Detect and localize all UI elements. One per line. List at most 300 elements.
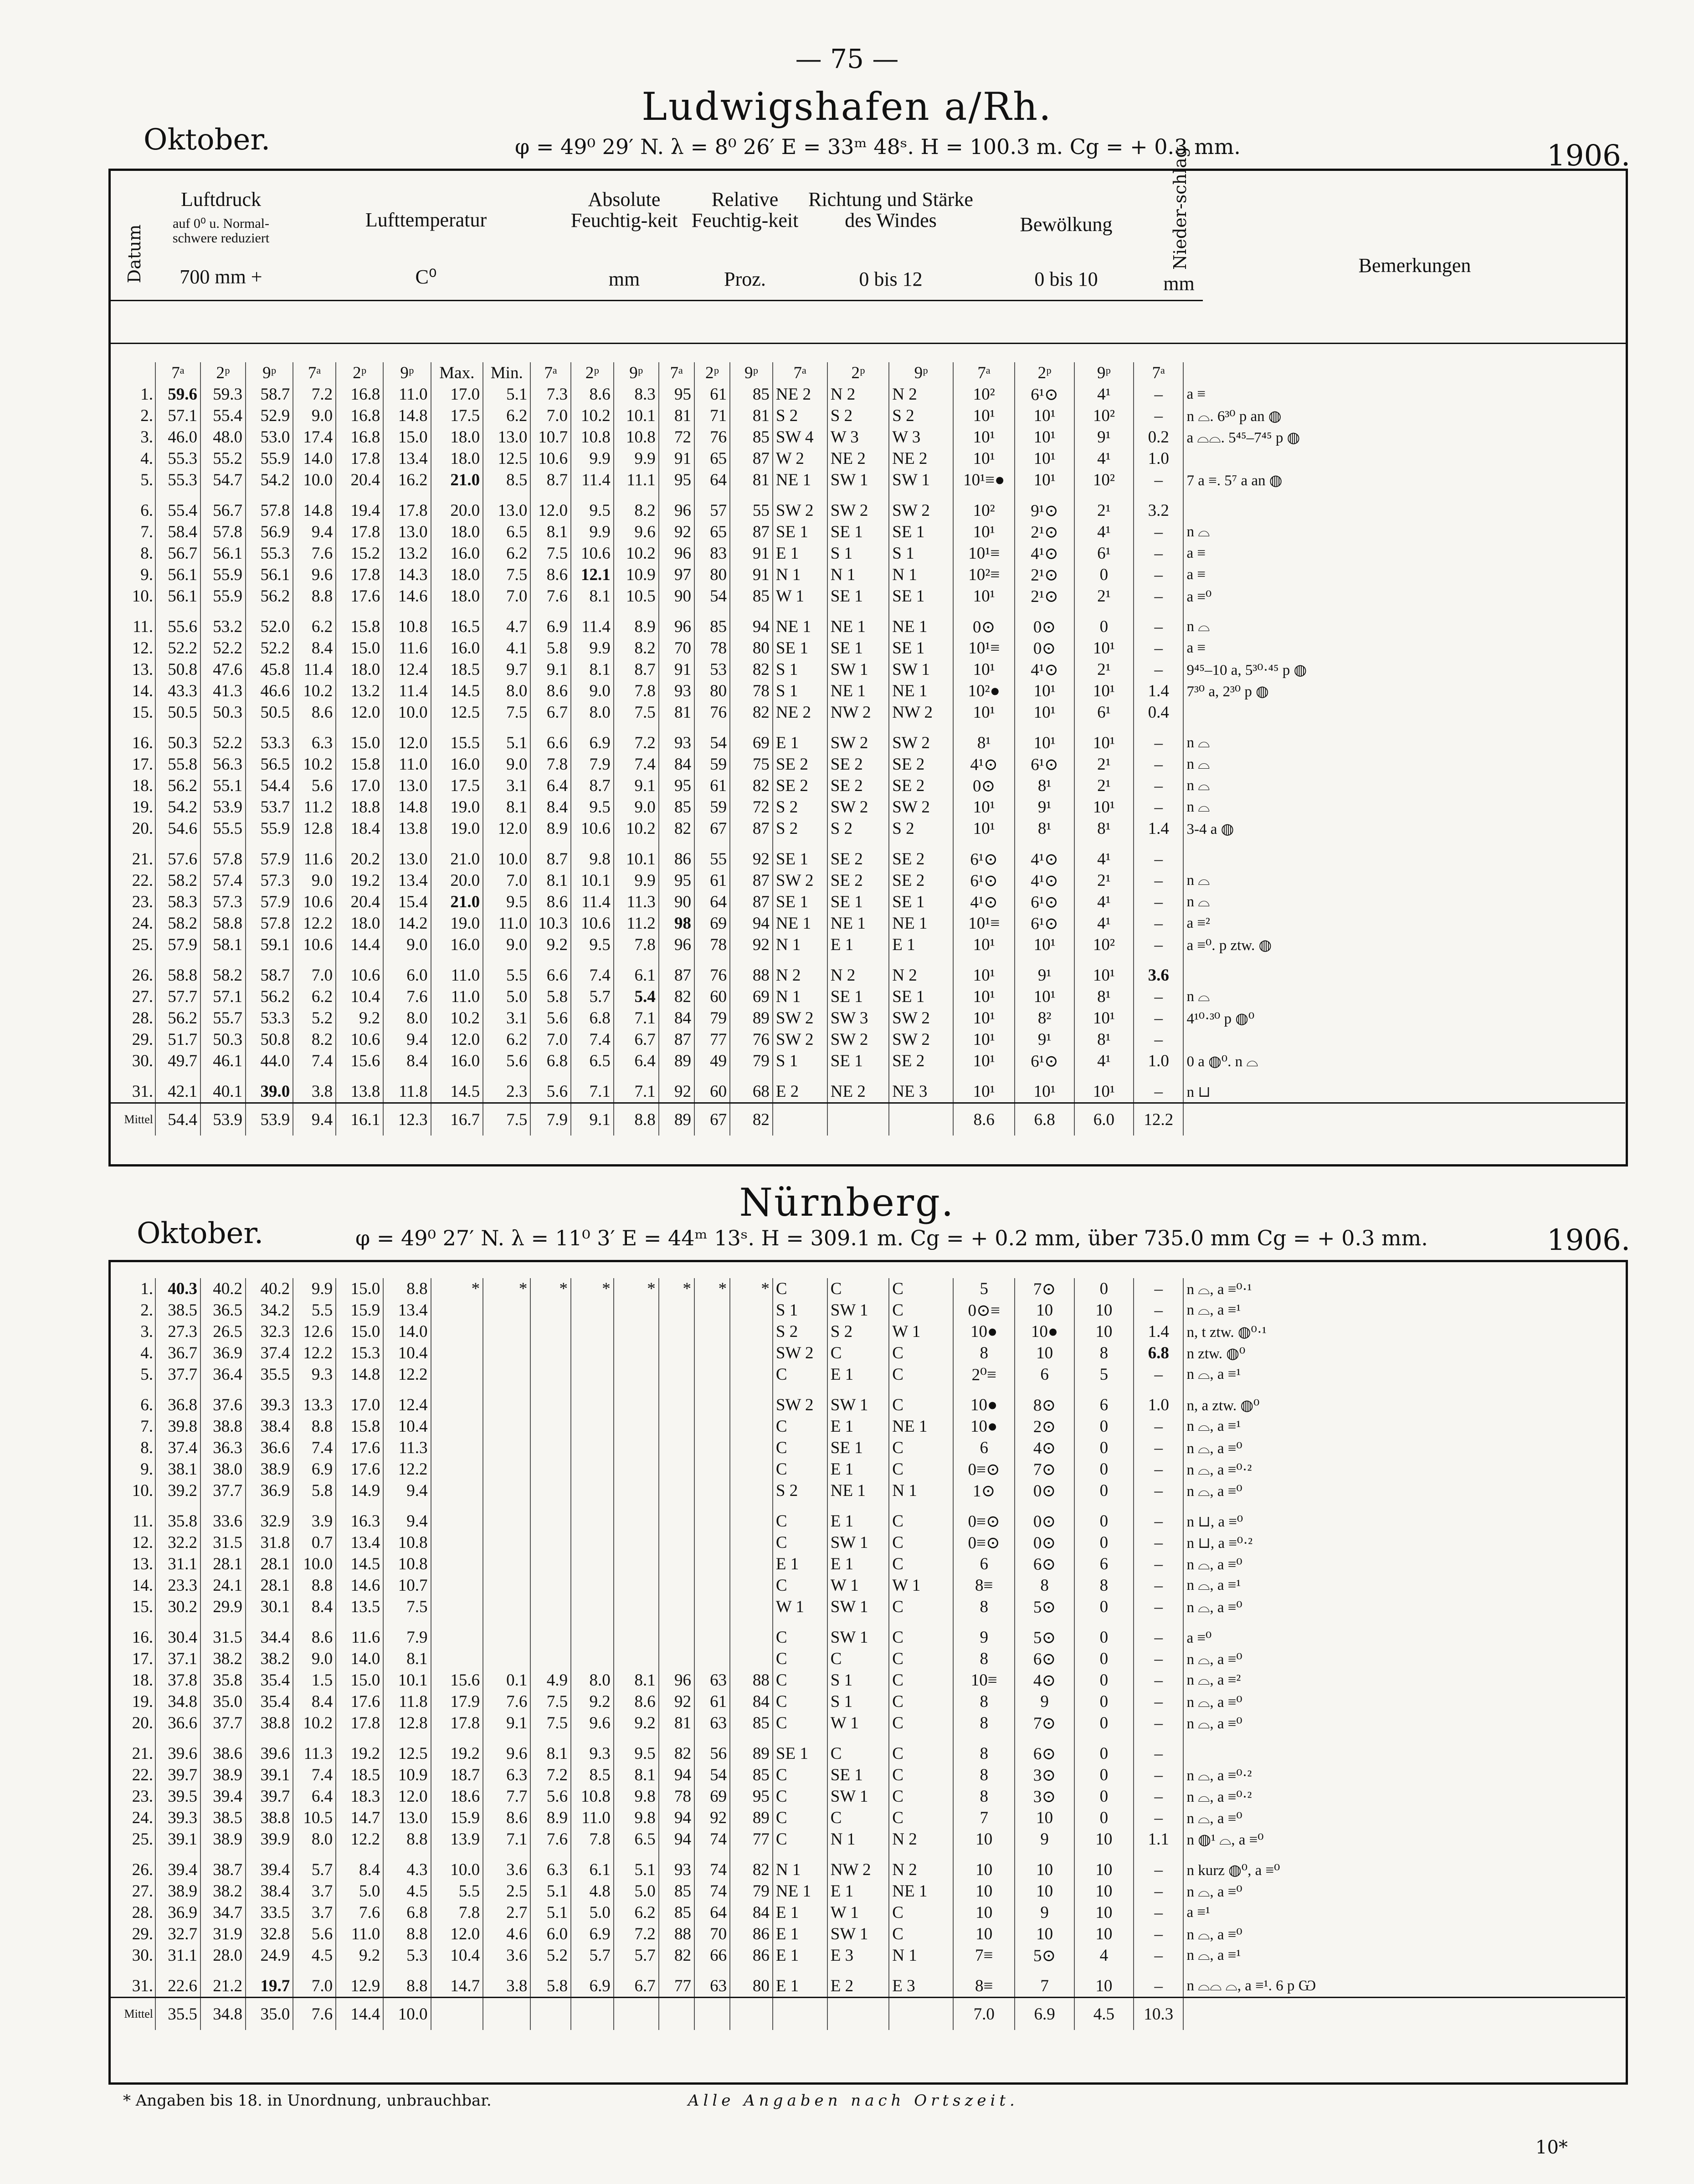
table-cell: 7 xyxy=(1015,1966,1074,1998)
table-cell: C xyxy=(773,1618,827,1648)
table-cell: 29.9 xyxy=(200,1596,246,1618)
table-cell: 45.8 xyxy=(246,659,293,680)
table-cell xyxy=(571,1459,614,1480)
table-cell: 8.1 xyxy=(571,586,614,607)
table-cell: 2¹ xyxy=(1074,754,1134,775)
table-row xyxy=(110,1532,1625,1553)
table-cell: SW 2 xyxy=(889,797,953,818)
table-cell: 22.6 xyxy=(155,1966,200,1998)
table-cell: 21.2 xyxy=(200,1966,246,1998)
table-row xyxy=(110,680,1625,702)
table-cell: 80 xyxy=(730,1966,773,1998)
time-header-cell xyxy=(110,362,155,384)
table-cell: SW 1 xyxy=(827,1923,889,1945)
table-cell: 10¹ xyxy=(1015,448,1074,469)
table-cell: 55.2 xyxy=(200,448,246,469)
table-cell: 38.9 xyxy=(246,1459,293,1480)
table-cell: 12.2 xyxy=(293,1342,336,1364)
date-cell: 2. xyxy=(140,1301,154,1320)
table-cell: 9.0 xyxy=(293,405,336,427)
table-cell: 10²≡ xyxy=(953,564,1015,586)
table-cell: 8.1 xyxy=(571,659,614,680)
table-cell: 10.6 xyxy=(571,818,614,839)
table-cell: 5.6 xyxy=(530,1007,571,1029)
date-cell: 31. xyxy=(132,1082,154,1101)
table-cell: 87 xyxy=(659,1029,694,1050)
table-cell: C xyxy=(827,1342,889,1364)
table-cell: N 1 xyxy=(889,564,953,586)
table-cell: 10.1 xyxy=(614,839,659,870)
table-cell: 38.5 xyxy=(200,1807,246,1829)
table-cell: C xyxy=(773,1786,827,1807)
table-cell: 67 xyxy=(694,818,730,839)
table-cell: 6.9 xyxy=(571,723,614,754)
remark-cell: n ⊔ xyxy=(1183,1072,1625,1103)
table-cell: SW 1 xyxy=(827,1786,889,1807)
table-cell: 55.3 xyxy=(155,469,200,491)
table-cell: 1.4 xyxy=(1134,680,1183,702)
table-cell: 49 xyxy=(694,1050,730,1072)
header-temp-unit: C⁰ xyxy=(415,266,437,288)
table-cell: 6.7 xyxy=(530,702,571,723)
table-cell: 38.0 xyxy=(200,1459,246,1480)
table-cell: 12.4 xyxy=(383,1385,431,1416)
table-cell: 39.4 xyxy=(246,1850,293,1881)
table-cell: 6.9 xyxy=(293,1459,336,1480)
table-cell: 28.1 xyxy=(246,1553,293,1575)
table-cell: 10.8 xyxy=(571,1786,614,1807)
table-cell: 8.4 xyxy=(293,1596,336,1618)
table-cell: 35.4 xyxy=(246,1670,293,1691)
table-cell: 3.7 xyxy=(293,1902,336,1923)
table-cell: 13.4 xyxy=(383,1300,431,1321)
table-cell: N 2 xyxy=(889,1850,953,1881)
table-cell xyxy=(659,1532,694,1553)
date-cell: 17. xyxy=(132,1650,154,1668)
table-cell: 85 xyxy=(659,797,694,818)
table-cell: 5.8 xyxy=(530,637,571,659)
table-cell: 95 xyxy=(730,1786,773,1807)
date-cell: 11. xyxy=(133,1512,154,1531)
table-cell: W 1 xyxy=(827,1575,889,1596)
table-cell: 77 xyxy=(694,1029,730,1050)
table-cell: 9.8 xyxy=(614,1786,659,1807)
table-cell: 69 xyxy=(730,723,773,754)
table-cell: 10.6 xyxy=(530,448,571,469)
table-cell: 13.4 xyxy=(383,870,431,891)
table-cell: N 2 xyxy=(827,956,889,986)
table-cell: 40.1 xyxy=(200,1072,246,1103)
table-cell: S 1 xyxy=(773,659,827,680)
table-cell: 16.3 xyxy=(336,1501,383,1532)
table-cell: 5.7 xyxy=(571,986,614,1007)
table-cell: 10²● xyxy=(953,680,1015,702)
table-cell: 36.9 xyxy=(246,1480,293,1501)
table-cell xyxy=(483,1480,530,1501)
table-cell: E 1 xyxy=(773,723,827,754)
table-cell xyxy=(530,1998,571,2030)
table-cell: NE 1 xyxy=(773,913,827,934)
date-cell: 10. xyxy=(132,1481,154,1500)
table-row xyxy=(110,986,1625,1007)
table-cell: 0 xyxy=(1074,1532,1134,1553)
table-cell xyxy=(483,1648,530,1670)
table-cell: 16.8 xyxy=(336,427,383,448)
page-number: — 75 — xyxy=(795,43,899,74)
monthly-mean-row xyxy=(110,1103,1625,1136)
date-cell: 20. xyxy=(132,819,154,838)
table-cell: 15.4 xyxy=(383,891,431,913)
remark-cell: n ⌓, a ≡¹ xyxy=(1183,1364,1625,1385)
remark-cell: a ≡¹ xyxy=(1183,1902,1625,1923)
table-cell: 10.8 xyxy=(571,427,614,448)
table-cell: 39.7 xyxy=(155,1764,200,1786)
table-cell: E 1 xyxy=(773,1966,827,1998)
table-cell: 12.2 xyxy=(383,1459,431,1480)
nuernberg-data-table xyxy=(110,1278,1625,2030)
table-cell: 74 xyxy=(694,1881,730,1902)
table-cell: 8.5 xyxy=(483,469,530,491)
table-cell: 5.0 xyxy=(571,1902,614,1923)
table-cell: C xyxy=(889,1691,953,1712)
table-cell: 18.0 xyxy=(431,521,483,543)
table-cell: 0 xyxy=(1074,564,1134,586)
header-luftdruck-sub: auf 0⁰ u. Normal-schwere reduziert xyxy=(172,216,270,246)
table-cell: C xyxy=(773,1648,827,1670)
time-header-cell: 9ᵖ xyxy=(1074,362,1134,384)
table-cell: 79 xyxy=(730,1050,773,1072)
table-cell: 18.8 xyxy=(336,797,383,818)
table-cell xyxy=(571,1618,614,1648)
table-cell: 50.5 xyxy=(246,702,293,723)
table-cell: S 2 xyxy=(773,1480,827,1501)
table-cell: 9.4 xyxy=(383,1480,431,1501)
table-cell: – xyxy=(1134,1807,1183,1829)
table-cell: SW 4 xyxy=(773,427,827,448)
table-cell: 19.2 xyxy=(431,1734,483,1764)
table-cell: 10¹ xyxy=(1015,405,1074,427)
table-row xyxy=(110,586,1625,607)
table-cell: 18.7 xyxy=(431,1764,483,1786)
table-cell: 10¹ xyxy=(1074,1007,1134,1029)
table-cell: NE 1 xyxy=(773,607,827,637)
header-luftdruck: Luftdruck xyxy=(181,188,261,211)
table-cell: SE 2 xyxy=(827,775,889,797)
table-cell: SW 1 xyxy=(827,469,889,491)
table-cell: C xyxy=(889,1364,953,1385)
table-cell: 10¹ xyxy=(953,702,1015,723)
table-cell: C xyxy=(773,1501,827,1532)
table-cell: 39.2 xyxy=(155,1480,200,1501)
table-cell: 8.8 xyxy=(293,1416,336,1437)
table-row xyxy=(110,659,1625,680)
remark-cell: 7³⁰ a, 2³⁰ p ◍ xyxy=(1183,680,1625,702)
table-cell: 0 xyxy=(1074,1734,1134,1764)
table-cell: 7⊙ xyxy=(1015,1278,1074,1300)
table-cell: 5.7 xyxy=(293,1850,336,1881)
table-cell: – xyxy=(1134,1007,1183,1029)
table-cell: 18.5 xyxy=(336,1764,383,1786)
table-cell xyxy=(483,1618,530,1648)
table-cell: 10 xyxy=(1074,1902,1134,1923)
table-cell: 92 xyxy=(659,1072,694,1103)
table-cell: 58.4 xyxy=(155,521,200,543)
table-cell: 9.6 xyxy=(614,521,659,543)
table-cell: 0 xyxy=(1074,1764,1134,1786)
table-cell: SW 3 xyxy=(827,1007,889,1029)
page-signature-mark: 10* xyxy=(1535,2137,1568,2158)
table-cell: 0⊙ xyxy=(1015,607,1074,637)
table-cell: 20.0 xyxy=(431,870,483,891)
table-cell: 56 xyxy=(694,1734,730,1764)
table-cell: 24.1 xyxy=(200,1575,246,1596)
table-cell: 9.6 xyxy=(293,564,336,586)
table-cell: 57.7 xyxy=(155,986,200,1007)
table-cell: 8.1 xyxy=(614,1670,659,1691)
header-abs-feuchte: Absolute Feuchtig-keit xyxy=(570,188,678,232)
table-cell: 64 xyxy=(694,469,730,491)
table-cell: 8≡ xyxy=(953,1575,1015,1596)
table-cell xyxy=(571,1553,614,1575)
time-header-cell: 2ᵖ xyxy=(827,362,889,384)
table-cell: E 1 xyxy=(827,1364,889,1385)
table-cell: 55.9 xyxy=(200,586,246,607)
table-cell: 46.1 xyxy=(200,1050,246,1072)
table-cell: 7.2 xyxy=(530,1764,571,1786)
table-cell: 10¹ xyxy=(1074,680,1134,702)
table-cell xyxy=(694,1416,730,1437)
table-cell: 39.0 xyxy=(246,1072,293,1103)
table-cell xyxy=(614,1596,659,1618)
table-cell: 9.0 xyxy=(614,797,659,818)
table-cell: 34.7 xyxy=(200,1902,246,1923)
table-cell: 38.6 xyxy=(200,1734,246,1764)
table-cell: 50.3 xyxy=(200,702,246,723)
table-cell: 35.4 xyxy=(246,1691,293,1712)
table-cell: 76 xyxy=(694,702,730,723)
table-cell: 10.8 xyxy=(614,427,659,448)
table-cell: 7.0 xyxy=(483,870,530,891)
table-cell: – xyxy=(1134,1437,1183,1459)
table-cell: SW 1 xyxy=(827,659,889,680)
date-cell: 17. xyxy=(132,755,154,774)
date-cell: 8. xyxy=(140,1439,154,1457)
table-cell: 10 xyxy=(953,1850,1015,1881)
date-cell: 16. xyxy=(132,1628,154,1647)
table-cell: 92 xyxy=(659,1691,694,1712)
table-cell: 93 xyxy=(659,1850,694,1881)
table-cell: 4¹ xyxy=(1074,521,1134,543)
table-cell: 10¹ xyxy=(1074,1072,1134,1103)
time-header-cell: 2ᵖ xyxy=(694,362,730,384)
date-cell: 21. xyxy=(132,1744,154,1763)
table-cell: S 2 xyxy=(889,405,953,427)
table-row xyxy=(110,702,1625,723)
table-cell: 8.6 xyxy=(953,1103,1015,1136)
table-cell: – xyxy=(1134,775,1183,797)
header-rel-feuchte: Relative Feuchtig-keit xyxy=(691,188,799,232)
table-cell: 55.9 xyxy=(246,448,293,469)
table-cell: 60 xyxy=(694,986,730,1007)
date-cell: 19. xyxy=(132,1692,154,1711)
table-cell: 69 xyxy=(730,986,773,1007)
table-cell: 8.4 xyxy=(383,1050,431,1072)
table-cell: C xyxy=(889,1385,953,1416)
table-cell: 9.6 xyxy=(571,1712,614,1734)
table-cell: 6.8 xyxy=(571,1007,614,1029)
table-cell: SE 1 xyxy=(773,521,827,543)
time-header-cell: 7ᵃ xyxy=(293,362,336,384)
table-cell xyxy=(530,1416,571,1437)
table-cell: 34.4 xyxy=(246,1618,293,1648)
table-cell: 86 xyxy=(730,1923,773,1945)
table-row xyxy=(110,1764,1625,1786)
table-row xyxy=(110,543,1625,564)
table-cell: 94 xyxy=(659,1764,694,1786)
table-cell: SE 2 xyxy=(889,1050,953,1072)
table-cell: SW 2 xyxy=(773,1007,827,1029)
table-cell: E 2 xyxy=(773,1072,827,1103)
table-cell: 9 xyxy=(953,1618,1015,1648)
table-cell xyxy=(530,1364,571,1385)
table-cell: 21.0 xyxy=(431,469,483,491)
table-cell: 14.4 xyxy=(336,1998,383,2030)
table-cell: 10.2 xyxy=(293,754,336,775)
table-row xyxy=(110,1029,1625,1050)
table-cell xyxy=(483,1575,530,1596)
table-row xyxy=(110,1618,1625,1648)
table-cell xyxy=(614,1416,659,1437)
table-row xyxy=(110,891,1625,913)
table-cell: 9.9 xyxy=(614,870,659,891)
table-cell xyxy=(431,1321,483,1342)
table-cell: 43.3 xyxy=(155,680,200,702)
table-cell: 58.8 xyxy=(155,956,200,986)
table-cell: 13.0 xyxy=(383,521,431,543)
station-coordinates: φ = 49⁰ 29′ N. λ = 8⁰ 26′ E = 33ᵐ 48ˢ. H = 100.3 m. Cg = + 0.3 mm. xyxy=(515,134,1241,159)
table-cell: 79 xyxy=(730,1881,773,1902)
table-cell: 9.3 xyxy=(293,1364,336,1385)
table-cell: C xyxy=(889,1342,953,1364)
date-cell: 2. xyxy=(140,406,154,425)
table-cell: 11.3 xyxy=(383,1437,431,1459)
table-cell: C xyxy=(773,1670,827,1691)
time-header-cell: 7ᵃ xyxy=(659,362,694,384)
table-cell: 78 xyxy=(659,1786,694,1807)
table-cell: 0⊙ xyxy=(1015,637,1074,659)
table-cell: 56.1 xyxy=(155,586,200,607)
time-header-cell: 7ᵃ xyxy=(773,362,827,384)
table-cell: 15.0 xyxy=(383,427,431,448)
table-cell: 9.5 xyxy=(571,797,614,818)
table-cell: C xyxy=(773,1437,827,1459)
table-cell: 6⊙ xyxy=(1015,1648,1074,1670)
table-cell: 28.1 xyxy=(200,1553,246,1575)
table-cell: 14.8 xyxy=(383,797,431,818)
table-cell: 8 xyxy=(953,1764,1015,1786)
table-cell: 8.6 xyxy=(530,891,571,913)
date-cell: 1. xyxy=(140,385,154,404)
table-cell: 5.6 xyxy=(293,775,336,797)
table-cell: 8.8 xyxy=(383,1278,431,1300)
table-cell: 80 xyxy=(694,680,730,702)
table-cell: 7.6 xyxy=(293,1998,336,2030)
table-cell: 55.5 xyxy=(200,818,246,839)
table-cell: 9.0 xyxy=(383,934,431,956)
table-cell: 28.0 xyxy=(200,1945,246,1966)
table-cell xyxy=(730,1437,773,1459)
table-cell: 10¹ xyxy=(1015,702,1074,723)
table-cell xyxy=(659,1342,694,1364)
table-cell: 32.8 xyxy=(246,1923,293,1945)
table-cell: NE 1 xyxy=(827,913,889,934)
table-cell xyxy=(483,1553,530,1575)
remark-cell: n ⌓ xyxy=(1183,754,1625,775)
table-cell xyxy=(694,1553,730,1575)
table-cell: 0.7 xyxy=(293,1532,336,1553)
table-cell xyxy=(530,1532,571,1553)
table-cell: 12.6 xyxy=(293,1321,336,1342)
table-cell xyxy=(773,1103,827,1136)
table-cell: 10¹ xyxy=(1015,1072,1074,1103)
table-cell: 59.6 xyxy=(155,384,200,405)
table-cell: 12.8 xyxy=(383,1712,431,1734)
table-cell: 52.2 xyxy=(246,637,293,659)
table-cell: 12.3 xyxy=(383,1103,431,1136)
table-cell: 10¹ xyxy=(1074,723,1134,754)
table-cell: 96 xyxy=(659,607,694,637)
table-cell: NW 2 xyxy=(827,1850,889,1881)
date-cell: 19. xyxy=(132,798,154,817)
table-cell: 85 xyxy=(694,607,730,637)
table-cell: SW 2 xyxy=(889,491,953,521)
table-cell: 87 xyxy=(730,891,773,913)
table-cell xyxy=(431,1575,483,1596)
table-cell xyxy=(614,1300,659,1321)
table-cell: 8¹ xyxy=(1015,818,1074,839)
table-cell: 95 xyxy=(659,775,694,797)
table-cell: 38.7 xyxy=(200,1850,246,1881)
table-cell: 6¹⊙ xyxy=(1015,1050,1074,1072)
table-cell: 10.2 xyxy=(614,543,659,564)
table-cell: 6 xyxy=(1015,1364,1074,1385)
ludwigshafen-data-table xyxy=(110,362,1625,1136)
table-cell: 56.2 xyxy=(246,986,293,1007)
table-cell: 92 xyxy=(659,521,694,543)
table-cell xyxy=(431,1480,483,1501)
table-cell: 82 xyxy=(730,1103,773,1136)
table-cell: 55.3 xyxy=(155,448,200,469)
table-cell: 61 xyxy=(694,775,730,797)
date-cell: 12. xyxy=(132,1533,154,1552)
table-cell xyxy=(431,1596,483,1618)
table-cell: SE 1 xyxy=(827,1764,889,1786)
table-cell: W 3 xyxy=(827,427,889,448)
table-cell xyxy=(659,1300,694,1321)
table-cell: 15.0 xyxy=(336,723,383,754)
table-cell: 5 xyxy=(953,1278,1015,1300)
remark-cell: n ⌓, a ≡⁰ xyxy=(1183,1648,1625,1670)
table-cell: 8.0 xyxy=(383,1007,431,1029)
table-cell: 0 xyxy=(1074,1648,1134,1670)
table-cell: 0 xyxy=(1074,1618,1134,1648)
remark-cell: n ⌓, a ≡⁰ xyxy=(1183,1596,1625,1618)
table-cell: 55.1 xyxy=(200,775,246,797)
table-cell: 6.5 xyxy=(614,1829,659,1850)
table-cell: 52.2 xyxy=(200,723,246,754)
table-cell: 21.0 xyxy=(431,839,483,870)
table-cell: 8.1 xyxy=(530,870,571,891)
